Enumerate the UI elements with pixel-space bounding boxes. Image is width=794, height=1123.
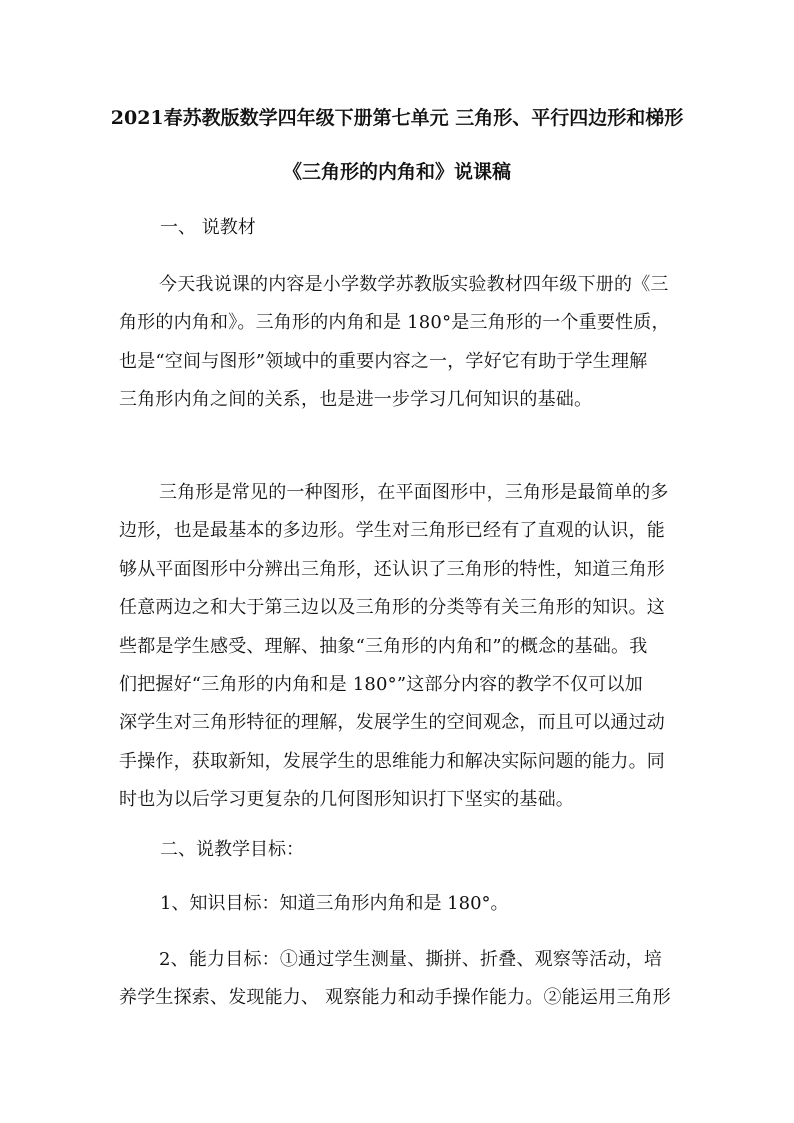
paragraph-line: 今天我说课的内容是小学数学苏教版实验教材四年级下册的《三	[159, 274, 669, 295]
paragraph-line: 任意两边之和大于第三边以及三角形的分类等有关三角形的知识。这	[119, 597, 665, 619]
paragraph-triangle-background	[119, 474, 686, 820]
paragraph-line: 够从平面图形中分辨出三角形，还认识了三角形的特性，知道三角形	[119, 558, 665, 580]
paragraph-intro	[119, 266, 686, 420]
paragraph-line: 角形的内角和》。三角形的内角和是 180°是三角形的一个重要性质，	[119, 312, 670, 334]
paragraph-line: 深学生对三角形特征的理解，发展学生的空间观念，而且可以通过动	[119, 712, 665, 734]
paragraph-line: 三角形是常见的一种图形，在平面图形中，三角形是最简单的多	[159, 482, 669, 503]
section-heading-teaching-goals: 二、说教学目标：	[160, 839, 304, 860]
paragraph-line: 手操作，获取新知，发展学生的思维能力和解决实际问题的能力。同	[119, 750, 665, 772]
paragraph-line: 养学生探索、发现能力、 观察能力和动手操作能力。②能运用三角形	[119, 987, 671, 1009]
paragraph-line: 们把握好“三角形的内角和是 180°”这部分内容的教学不仅可以加	[119, 673, 643, 695]
paragraph-line: 也是“空间与图形”领域中的重要内容之一，学好它有助于学生理解	[119, 350, 648, 372]
paragraph-line: 边形，也是最基本的多边形。学生对三角形已经有了直观的认识，能	[119, 520, 665, 542]
section-heading-teaching-material: 一、 说教材	[160, 217, 256, 238]
paragraph-line: 三角形内角之间的关系，也是进一步学习几何知识的基础。	[119, 389, 593, 411]
paragraph-line: 些都是学生感受、理解、抽象“三角形的内角和”的概念的基础。我	[119, 635, 648, 657]
paragraph-line: 2、能力目标：①通过学生测量、撕拼、折叠、观察等活动，培	[159, 949, 663, 970]
document-title: 2021春苏教版数学四年级下册第七单元 三角形、平行四边形和梯形	[110, 107, 684, 129]
document-subtitle: 《三角形的内角和》说课稿	[282, 161, 511, 183]
paragraph-line: 时也为以后学习更复杂的几何图形知识打下坚实的基础。	[119, 789, 574, 811]
goal-knowledge: 1、知识目标：知道三角形内角和是 180°。	[160, 893, 509, 914]
goal-ability	[119, 941, 686, 1018]
